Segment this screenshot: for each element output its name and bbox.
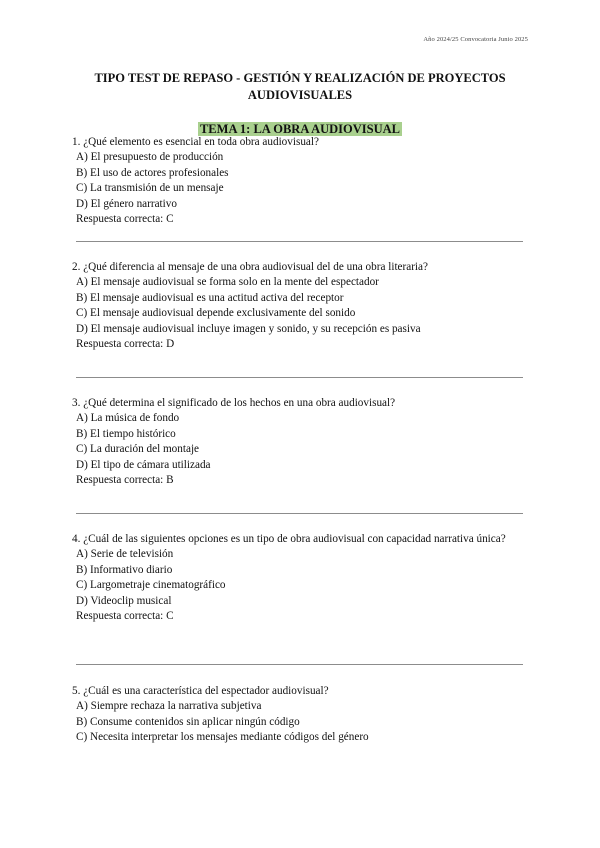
option-d: D) Videoclip musical [76,594,172,607]
option-a: A) El presupuesto de producción [76,151,224,164]
option-c: C) La transmisión de un mensaje [76,182,224,195]
question-text: 5. ¿Cuál es una característica del espectador audiovisual? [72,685,329,697]
option-b: B) Consume contenidos sin aplicar ningún código [76,715,300,728]
title-line-2: AUDIOVISUALES [247,88,353,102]
question-3 [72,396,527,488]
option-d: D) El mensaje audiovisual incluye imagen y sonido, y su recepción es pasiva [76,322,421,335]
question-2 [72,260,527,352]
separator-line [76,377,523,378]
option-a: A) La música de fondo [76,412,180,425]
option-d: D) El género narrativo [76,197,177,210]
section-heading-text: TEMA 1: LA OBRA AUDIOVISUAL [199,122,401,136]
question-text: 4. ¿Cuál de las siguientes opciones es un tipo de obra audiovisual con capacidad narrativa única? [72,533,506,545]
correct-answer: Respuesta correcta: C [76,213,174,226]
option-c: C) Necesita interpretar los mensajes mediante códigos del género [76,731,369,744]
option-c: C) La duración del montaje [76,443,200,456]
option-c: C) Largometraje cinematográfico [76,579,226,592]
option-b: B) El tiempo histórico [76,427,176,440]
option-b: B) El mensaje audiovisual es una actitud activa del receptor [76,291,344,304]
correct-answer: Respuesta correcta: C [76,610,174,623]
separator-line [76,513,523,514]
option-a: A) Siempre rechaza la narrativa subjetiva [76,700,262,713]
question-text: 1. ¿Qué elemento es esencial en toda obra audiovisual? [72,136,319,148]
option-c: C) El mensaje audiovisual depende exclusivamente del sonido [76,307,356,320]
document-title [80,70,520,104]
title-line-1: TIPO TEST DE REPASO - GESTIÓN Y REALIZACIÓN DE PROYECTOS [94,71,506,85]
separator-line [76,664,523,665]
question-4 [72,532,527,624]
question-text: 3. ¿Qué determina el significado de los hechos en una obra audiovisual? [72,397,396,409]
header-note: Año 2024/25 Convocatoria Junio 2025 [423,36,528,43]
question-text: 2. ¿Qué diferencia al mensaje de una obra audiovisual del de una obra literaria? [72,261,428,273]
correct-answer: Respuesta correcta: D [76,338,175,351]
option-a: A) Serie de televisión [76,548,174,561]
separator-line [76,241,523,242]
question-1 [72,135,527,227]
option-d: D) El tipo de cámara utilizada [76,458,211,471]
correct-answer: Respuesta correcta: B [76,474,174,487]
option-a: A) El mensaje audiovisual se forma solo en la mente del espectador [76,276,379,289]
option-b: B) El uso de actores profesionales [76,166,229,179]
question-5 [72,684,527,746]
option-b: B) Informativo diario [76,563,173,576]
